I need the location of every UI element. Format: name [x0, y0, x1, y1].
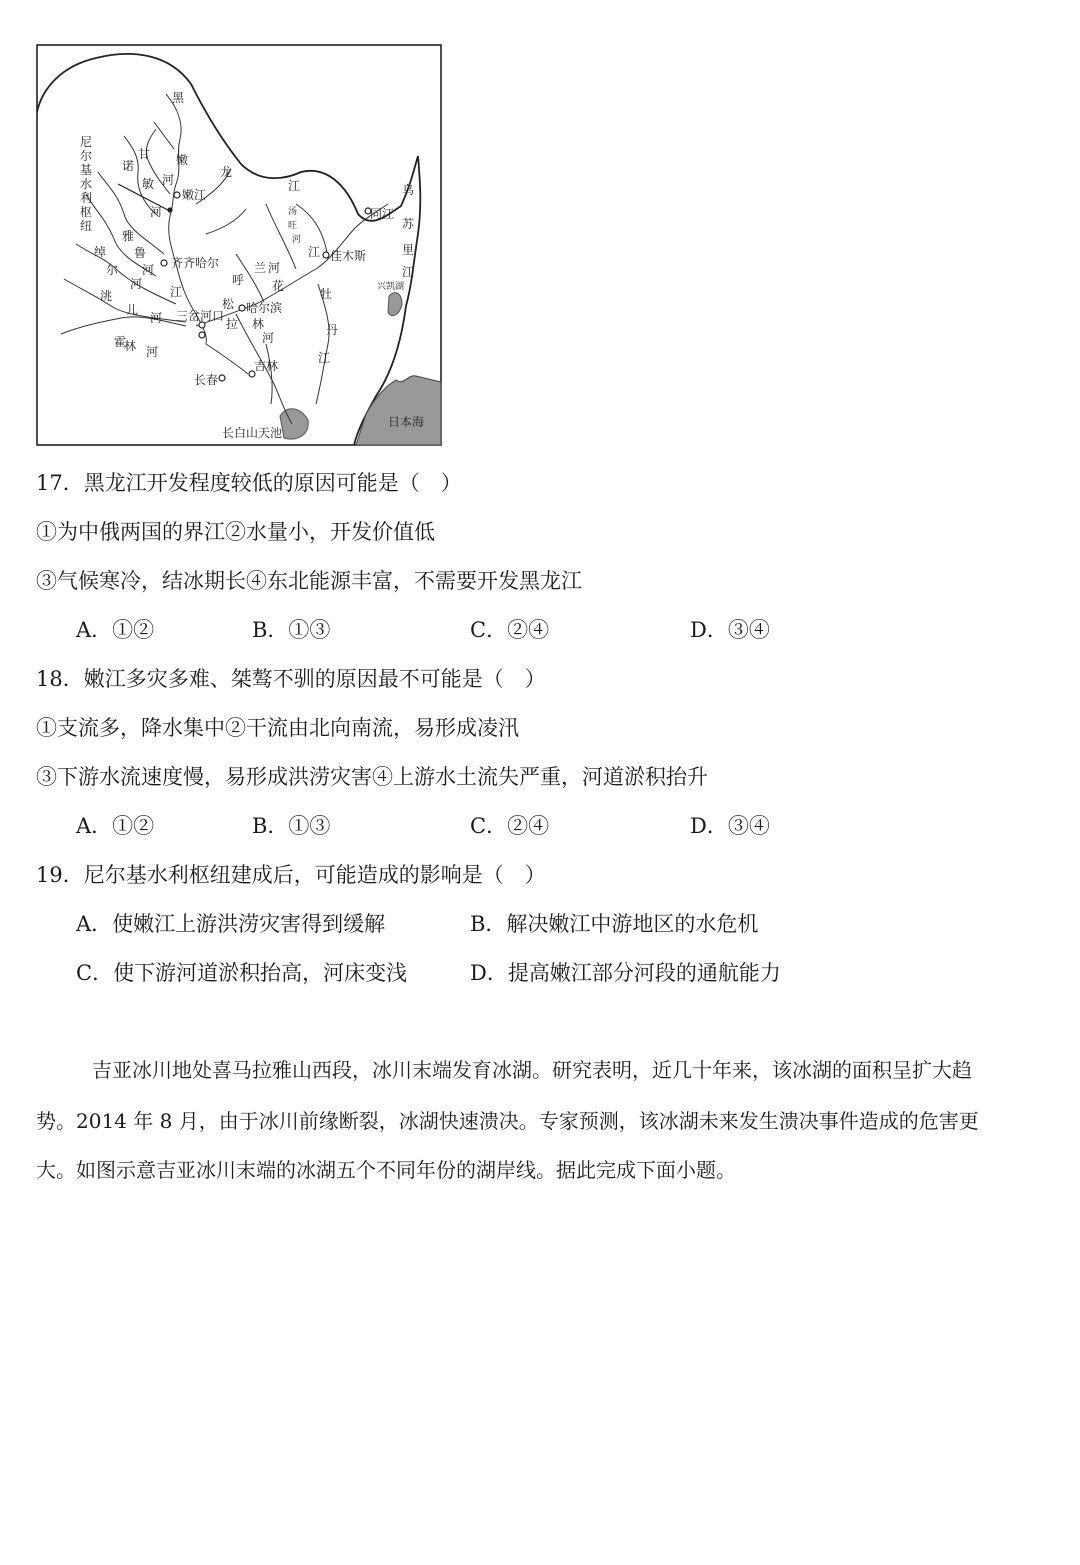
- svg-text:旺: 旺: [288, 221, 298, 231]
- passage-line-3: 大。如图示意吉亚冰川末端的冰湖五个不同年份的湖岸线。据此完成下面小题。: [36, 1158, 736, 1182]
- q19-option-b[interactable]: B．解决嫩江中游地区的水危机: [470, 912, 759, 936]
- svg-text:江: 江: [288, 179, 301, 193]
- label-nenjiang-city: 嫩江: [182, 188, 207, 202]
- svg-text:尔: 尔: [80, 149, 93, 163]
- svg-text:尔: 尔: [106, 263, 119, 277]
- svg-text:利: 利: [80, 191, 93, 205]
- svg-text:洮: 洮: [100, 289, 113, 303]
- label-wusuli: [402, 182, 415, 279]
- q17-option-a[interactable]: A．①②: [76, 618, 155, 642]
- dam-marker: [167, 207, 172, 212]
- q18-option-d[interactable]: D．③④: [690, 814, 770, 838]
- svg-text:丹: 丹: [326, 323, 339, 337]
- svg-text:河: 河: [146, 345, 159, 359]
- svg-text:敏: 敏: [142, 177, 155, 191]
- svg-text:江: 江: [308, 245, 321, 259]
- svg-text:乌: 乌: [402, 183, 415, 197]
- label-japan-sea: 日本海: [388, 415, 425, 429]
- svg-text:牡: 牡: [320, 287, 333, 301]
- q19-option-c[interactable]: C．使下游河道淤积抬高，河床变浅: [76, 961, 408, 985]
- svg-text:苏: 苏: [402, 217, 415, 231]
- q17-option-b[interactable]: B．①③: [252, 618, 331, 642]
- label-changbai: 长白山天池: [222, 426, 283, 440]
- river-map: [36, 44, 442, 446]
- label-dam: [80, 135, 92, 233]
- q18-line-1: ①支流多，降水集中②干流由北向南流，易形成凌汛: [36, 716, 519, 740]
- svg-text:林: 林: [252, 317, 265, 331]
- label-jilin: 吉林: [254, 359, 279, 373]
- svg-text:黑: 黑: [172, 91, 185, 105]
- svg-text:基: 基: [80, 163, 93, 177]
- svg-text:河: 河: [268, 261, 281, 275]
- passage-line-2: 势。2014 年 8 月，由于冰川前缘断裂，冰湖快速溃决。专家预测，该冰湖未来发生溃决事件造成的危害更: [36, 1109, 979, 1133]
- svg-text:雅: 雅: [122, 229, 135, 243]
- svg-text:河: 河: [130, 277, 143, 291]
- q17-line-1: ①为中俄两国的界江②水量小，开发价值低: [36, 520, 435, 544]
- label-tongjiang: 同江: [370, 207, 395, 221]
- svg-text:河: 河: [142, 263, 155, 277]
- svg-text:河: 河: [150, 311, 163, 325]
- q17-stem: 17．黑龙江开发程度较低的原因可能是（ ）: [36, 471, 462, 495]
- svg-text:里: 里: [402, 243, 415, 257]
- svg-text:霍: 霍: [114, 335, 127, 349]
- svg-text:江: 江: [402, 265, 415, 279]
- svg-text:呼: 呼: [232, 273, 245, 287]
- svg-text:纽: 纽: [80, 219, 93, 233]
- svg-text:嫩: 嫩: [176, 153, 189, 167]
- label-jiamusi: 佳木斯: [330, 249, 367, 263]
- label-harbin: 哈尔滨: [246, 301, 283, 315]
- q17-option-d[interactable]: D．③④: [690, 618, 770, 642]
- svg-text:拉: 拉: [226, 317, 239, 331]
- svg-text:尼: 尼: [80, 135, 93, 149]
- q17-option-c[interactable]: C．②④: [470, 618, 550, 642]
- q19-option-d[interactable]: D．提高嫩江部分河段的通航能力: [470, 961, 781, 985]
- q18-stem: 18．嫩江多灾多难、桀骜不驯的原因最不可能是（ ）: [36, 667, 546, 691]
- q18-line-2: ③下游水流速度慢，易形成洪涝灾害④上游水土流失严重，河道淤积抬升: [36, 765, 708, 789]
- svg-text:江: 江: [170, 285, 183, 299]
- svg-text:甘: 甘: [138, 147, 151, 161]
- passage-line-1: 吉亚冰川地处喜马拉雅山西段，冰川末端发育冰湖。研究表明，近几十年来，该冰湖的面积呈扩大趋: [92, 1058, 972, 1082]
- svg-text:儿: 儿: [126, 303, 139, 317]
- svg-text:河: 河: [162, 173, 175, 187]
- svg-text:兰: 兰: [254, 261, 267, 275]
- svg-text:水: 水: [80, 177, 93, 191]
- svg-text:松: 松: [222, 297, 235, 311]
- svg-text:江: 江: [318, 351, 331, 365]
- svg-text:汤: 汤: [288, 207, 298, 217]
- label-sanchahekou: 三岔河口: [176, 309, 225, 323]
- label-changchun: 长春: [194, 373, 219, 387]
- q17-line-2: ③气候寒冷，结冰期长④东北能源丰富，不需要开发黑龙江: [36, 569, 582, 593]
- label-qiqihar: 齐齐哈尔: [171, 256, 220, 270]
- svg-text:龙: 龙: [220, 165, 233, 179]
- q19-stem: 19．尼尔基水利枢纽建成后，可能造成的影响是（ ）: [36, 863, 546, 887]
- svg-text:河: 河: [150, 205, 163, 219]
- svg-text:鲁: 鲁: [134, 246, 147, 260]
- label-xingkai: 兴凯湖: [377, 282, 405, 292]
- svg-text:花: 花: [272, 279, 285, 293]
- q18-option-a[interactable]: A．①②: [76, 814, 155, 838]
- q19-option-a[interactable]: A．使嫩江上游洪涝灾害得到缓解: [76, 912, 386, 936]
- svg-text:枢: 枢: [80, 205, 93, 219]
- svg-text:绰: 绰: [94, 245, 107, 259]
- svg-text:诺: 诺: [122, 159, 135, 173]
- q18-option-c[interactable]: C．②④: [470, 814, 550, 838]
- q18-option-b[interactable]: B．①③: [252, 814, 331, 838]
- svg-text:林: 林: [124, 339, 137, 353]
- svg-text:河: 河: [262, 331, 275, 345]
- svg-text:河: 河: [292, 235, 302, 245]
